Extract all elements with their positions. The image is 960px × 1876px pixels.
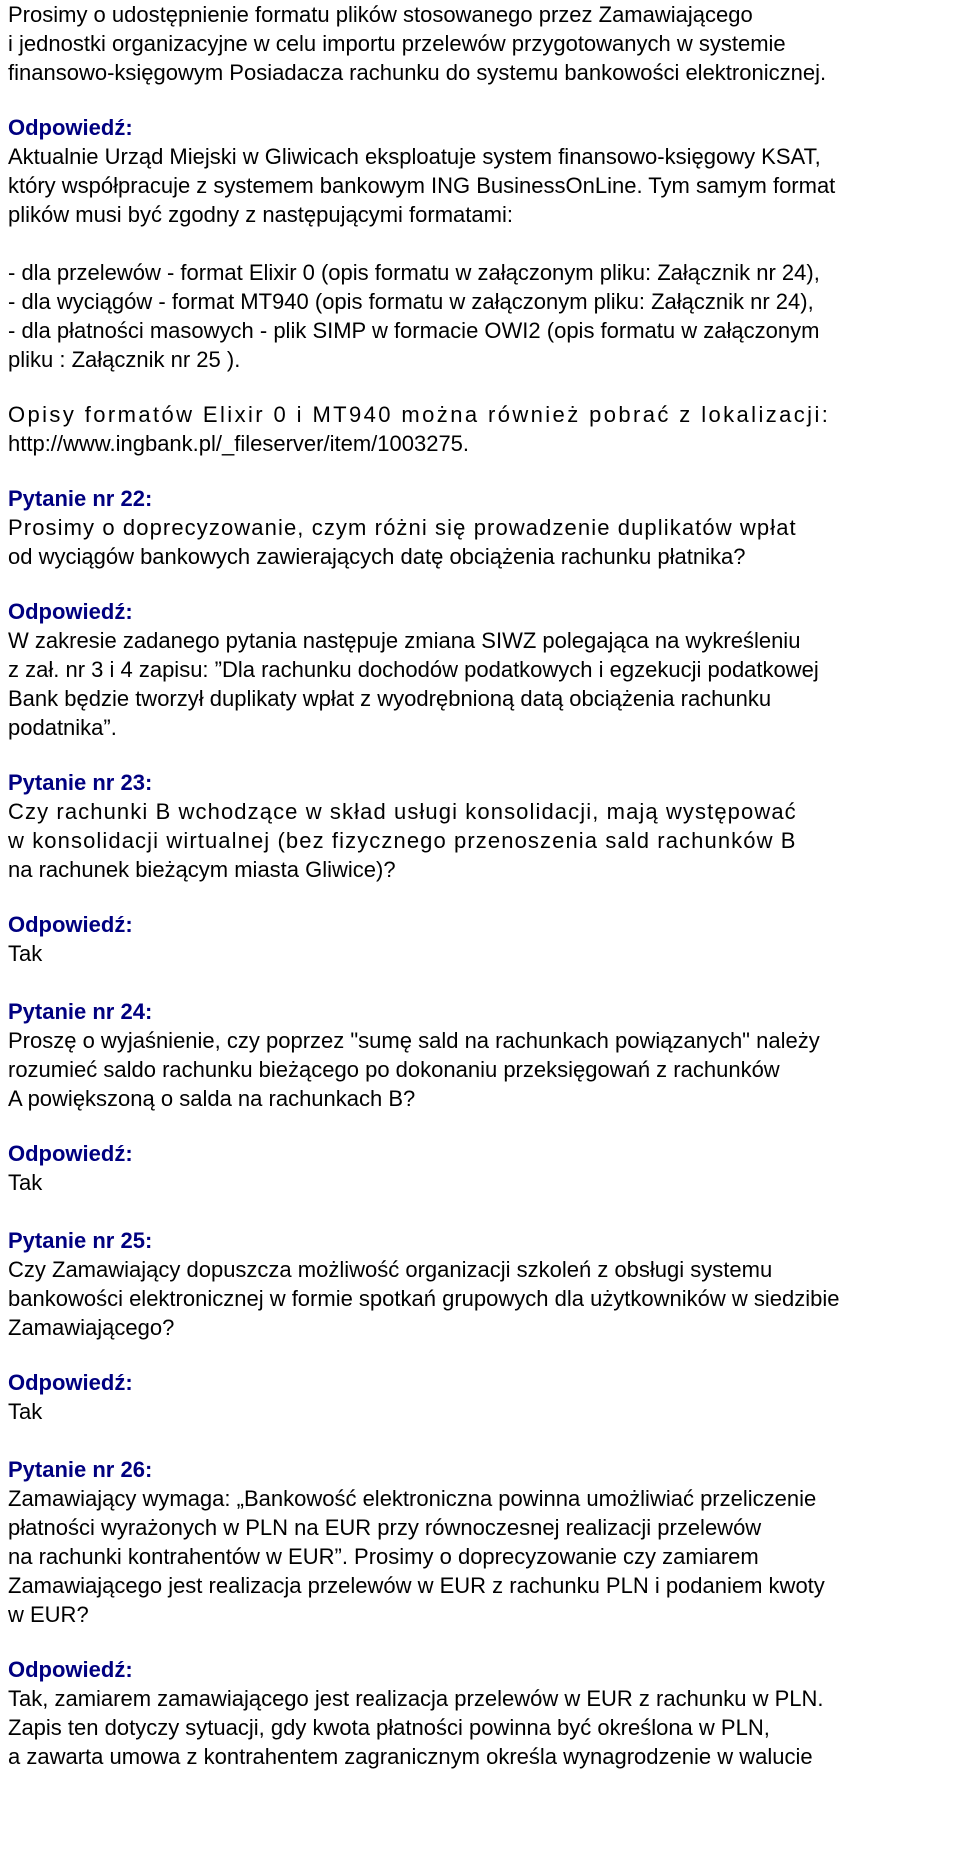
text-line: na rachunki kontrahentów w EUR”. Prosimy o doprecyzowanie czy zamiarem [8,1544,759,1569]
text-line: od wyciągów bankowych zawierających datę obciążenia rachunku płatnika? [8,544,746,569]
answer-label: Odpowiedź: [8,1370,133,1395]
text-line: w konsolidacji wirtualnej (bez fizycznego przenoszenia sald rachunków B [8,828,797,853]
text-line: z zał. nr 3 i 4 zapisu: ”Dla rachunku dochodów podatkowych i egzekucji podatkowej [8,657,819,682]
question-26 [8,1455,952,1771]
text-line: Czy Zamawiający dopuszcza możliwość organizacji szkoleń z obsługi systemu [8,1257,773,1282]
answer-label: Odpowiedź: [8,1141,133,1166]
list-item: - dla płatności masowych - plik SIMP w formacie OWI2 (opis formatu w załączonym [8,318,820,343]
intro-question [8,0,952,87]
text-line: rozumieć saldo rachunku bieżącego po dokonaniu przeksięgowań z rachunków [8,1057,780,1082]
text-line: Zamawiający wymaga: „Bankowość elektroniczna powinna umożliwiać przeliczenie [8,1486,817,1511]
question-label: Pytanie nr 26: [8,1457,153,1482]
list-item: - dla wyciągów - format MT940 (opis formatu w załączonym pliku: Załącznik nr 24), [8,289,814,314]
list-item: - dla przelewów - format Elixir 0 (opis formatu w załączonym pliku: Załącznik nr 24), [8,260,820,285]
text-line: W zakresie zadanego pytania następuje zmiana SIWZ polegająca na wykreśleniu [8,628,801,653]
text-line: Prosimy o doprecyzowanie, czym różni się prowadzenie duplikatów wpłat [8,515,797,540]
text-line: płatności wyrażonych w PLN na EUR przy równoczesnej realizacji przelewów [8,1515,762,1540]
text-line: A powiększoną o salda na rachunkach B? [8,1086,416,1111]
text-line: Opisy formatów Elixir 0 i MT940 można również pobrać z lokalizacji: [8,402,831,427]
text-line: który współpracuje z systemem bankowym ING BusinessOnLine. Tym samym format [8,173,836,198]
answer-text: Tak [8,941,43,966]
text-line: Proszę o wyjaśnienie, czy poprzez "sumę sald na rachunkach powiązanych" należy [8,1028,820,1053]
text-line: na rachunek bieżącym miasta Gliwice)? [8,857,396,882]
text-line: Prosimy o udostępnienie formatu plików stosowanego przez Zamawiającego [8,2,753,27]
list-item: pliku : Załącznik nr 25 ). [8,347,241,372]
text-line: finansowo-księgowym Posiadacza rachunku do systemu bankowości elektronicznej. [8,60,827,85]
text-line: plików musi być zgodny z następującymi formatami: [8,202,513,227]
question-23 [8,768,952,968]
question-25 [8,1226,952,1426]
text-line: Czy rachunki B wchodzące w skład usługi konsolidacji, mają występować [8,799,797,824]
text-line: Zamawiającego jest realizacja przelewów w EUR z rachunku PLN i podaniem kwoty [8,1573,825,1598]
text-line: bankowości elektronicznej w formie spotkań grupowych dla użytkowników w siedzibie [8,1286,840,1311]
question-22 [8,484,952,742]
text-line: w EUR? [8,1602,89,1627]
text-line: a zawarta umowa z kontrahentem zagranicznym określa wynagrodzenie w walucie [8,1744,813,1769]
answer-text: Tak [8,1170,43,1195]
question-label: Pytanie nr 23: [8,770,153,795]
answer-text: Tak [8,1399,43,1424]
answer-label: Odpowiedź: [8,115,133,140]
text-line: Bank będzie tworzył duplikaty wpłat z wyodrębnioną datą obciążenia rachunku [8,686,772,711]
question-label: Pytanie nr 25: [8,1228,153,1253]
text-line: Aktualnie Urząd Miejski w Gliwicach eksploatuje system finansowo-księgowy KSAT, [8,144,821,169]
text-line: podatnika”. [8,715,117,740]
intro-answer [8,113,952,458]
answer-label: Odpowiedź: [8,1657,133,1682]
answer-label: Odpowiedź: [8,912,133,937]
url-text: http://www.ingbank.pl/_fileserver/item/1003275. [8,431,470,456]
question-label: Pytanie nr 24: [8,999,153,1024]
text-line: Zamawiającego? [8,1315,175,1340]
question-label: Pytanie nr 22: [8,486,153,511]
text-line: Tak, zamiarem zamawiającego jest realizacja przelewów w EUR z rachunku w PLN. [8,1686,824,1711]
text-line: i jednostki organizacyjne w celu importu przelewów przygotowanych w systemie [8,31,786,56]
question-24 [8,997,952,1197]
answer-label: Odpowiedź: [8,599,133,624]
text-line: Zapis ten dotyczy sytuacji, gdy kwota płatności powinna być określona w PLN, [8,1715,770,1740]
